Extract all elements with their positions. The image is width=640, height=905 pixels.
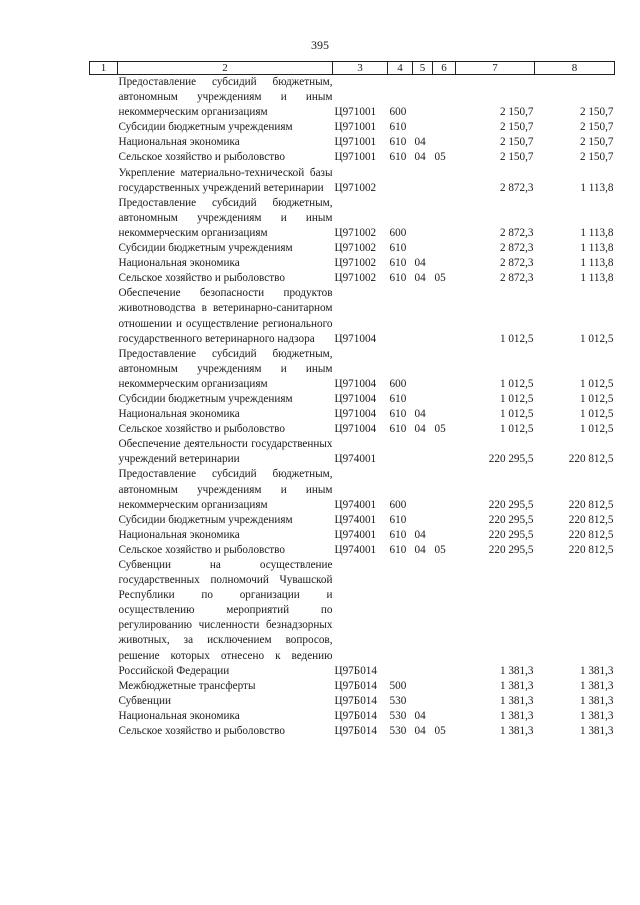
row-amount-2-cell: 1 381,3 [579, 664, 614, 677]
table-row [90, 286, 615, 346]
row-pr-cell: 05 [434, 151, 446, 164]
row-amount-1-cell: 1 381,3 [499, 725, 534, 738]
row-pr-cell [433, 120, 456, 135]
row-amount-1-cell: 1 381,3 [499, 694, 534, 707]
table-row [90, 150, 615, 165]
row-empty-cell [90, 166, 118, 196]
row-name-cell: Предоставление субсидий бюджетным, автономным учреждениям и иным некоммерческим организациям [118, 347, 333, 390]
row-amount-2-cell: 220 812,5 [568, 528, 614, 541]
row-rz-cell [413, 241, 433, 256]
row-code-cell: Ц971002 [334, 242, 377, 255]
table-row [90, 407, 615, 422]
row-name-cell: Национальная экономика [118, 528, 240, 541]
row-empty-cell [90, 724, 118, 739]
row-empty-cell [90, 271, 118, 286]
table-row [90, 271, 615, 286]
row-code-cell: Ц971001 [334, 136, 377, 149]
row-amount-2-cell: 1 113,8 [580, 226, 614, 239]
row-pr-cell [433, 75, 456, 121]
row-code-cell: Ц97Б014 [334, 664, 377, 677]
row-amount-1-cell: 2 150,7 [499, 106, 534, 119]
table-row [90, 467, 615, 512]
row-amount-2-cell: 1 113,8 [580, 272, 614, 285]
table-row [90, 120, 615, 135]
row-code-cell: Ц97Б014 [334, 694, 377, 707]
row-amount-2-cell: 1 113,8 [580, 242, 614, 255]
row-amount-2-cell: 220 812,5 [568, 543, 614, 556]
row-rz-cell [413, 392, 433, 407]
row-pr-cell [433, 135, 456, 150]
row-vr-cell [388, 558, 413, 679]
row-vr-cell: 610 [389, 392, 407, 405]
table-row [90, 135, 615, 150]
row-pr-cell [433, 694, 456, 709]
row-code-cell: Ц971001 [334, 151, 377, 164]
row-amount-2-cell: 1 012,5 [579, 408, 614, 421]
row-vr-cell: 530 [389, 694, 407, 707]
row-amount-1-cell: 2 150,7 [499, 121, 534, 134]
header-cell-6: 6 [433, 62, 456, 75]
row-amount-2-cell: 220 812,5 [568, 453, 614, 466]
row-rz-cell: 04 [414, 528, 426, 541]
row-code-cell: Ц971002 [334, 257, 377, 270]
row-pr-cell [433, 558, 456, 679]
table-row [90, 543, 615, 558]
row-name-cell: Субсидии бюджетным учреждениям [118, 121, 293, 134]
row-vr-cell: 610 [389, 513, 407, 526]
row-amount-2-cell: 2 150,7 [579, 121, 614, 134]
row-vr-cell [388, 166, 413, 196]
row-pr-cell [433, 166, 456, 196]
row-amount-1-cell: 1 012,5 [499, 332, 534, 345]
row-name-cell: Национальная экономика [118, 709, 240, 722]
row-vr-cell: 610 [389, 423, 407, 436]
row-name-cell: Субсидии бюджетным учреждениям [118, 242, 293, 255]
row-code-cell: Ц974001 [334, 513, 377, 526]
row-amount-2-cell: 1 012,5 [579, 392, 614, 405]
row-vr-cell: 610 [389, 543, 407, 556]
row-name-cell: Укрепление материально-технической базы государственных учреждений ветеринарии [118, 166, 333, 194]
row-empty-cell [90, 150, 118, 165]
row-empty-cell [90, 679, 118, 694]
row-name-cell: Предоставление субсидий бюджетным, автономным учреждениям и иным некоммерческим организациям [118, 76, 333, 119]
row-rz-cell [413, 558, 433, 679]
row-rz-cell [413, 467, 433, 512]
row-amount-2-cell: 1 381,3 [579, 725, 614, 738]
row-empty-cell [90, 467, 118, 512]
row-code-cell: Ц974001 [334, 543, 377, 556]
row-amount-1-cell: 1 381,3 [499, 709, 534, 722]
row-vr-cell: 600 [389, 498, 407, 511]
row-code-cell: Ц971004 [334, 392, 377, 405]
row-empty-cell [90, 543, 118, 558]
row-rz-cell [413, 347, 433, 392]
row-vr-cell: 530 [389, 725, 407, 738]
row-pr-cell [433, 467, 456, 512]
row-pr-cell [433, 679, 456, 694]
row-amount-1-cell: 2 872,3 [499, 181, 534, 194]
row-code-cell: Ц971002 [334, 181, 377, 194]
row-amount-1-cell: 1 012,5 [499, 408, 534, 421]
header-cell-4: 4 [388, 62, 413, 75]
table-row [90, 166, 615, 196]
table-row [90, 724, 615, 739]
row-empty-cell [90, 135, 118, 150]
row-vr-cell: 500 [389, 679, 407, 692]
table-row [90, 422, 615, 437]
row-code-cell: Ц971001 [334, 106, 377, 119]
row-code-cell: Ц97Б014 [334, 679, 377, 692]
row-vr-cell [388, 437, 413, 467]
row-code-cell: Ц971004 [334, 408, 377, 421]
row-pr-cell: 05 [434, 272, 446, 285]
row-vr-cell: 600 [389, 106, 407, 119]
row-pr-cell [433, 407, 456, 422]
table-row [90, 241, 615, 256]
row-name-cell: Национальная экономика [118, 257, 240, 270]
row-vr-cell: 530 [389, 709, 407, 722]
row-name-cell: Сельское хозяйство и рыболовство [118, 272, 285, 285]
row-rz-cell [413, 679, 433, 694]
row-rz-cell [413, 437, 433, 467]
row-pr-cell [433, 286, 456, 346]
row-name-cell: Сельское хозяйство и рыболовство [118, 151, 285, 164]
row-code-cell: Ц971004 [334, 423, 377, 436]
table-row [90, 709, 615, 724]
row-name-cell: Сельское хозяйство и рыболовство [118, 725, 285, 738]
row-amount-2-cell: 1 113,8 [580, 181, 614, 194]
row-pr-cell [433, 347, 456, 392]
budget-table [89, 61, 615, 739]
row-empty-cell [90, 120, 118, 135]
row-empty-cell [90, 241, 118, 256]
row-name-cell: Сельское хозяйство и рыболовство [118, 543, 285, 556]
row-rz-cell [413, 75, 433, 121]
row-rz-cell: 04 [414, 136, 426, 149]
row-rz-cell: 04 [414, 725, 426, 738]
row-name-cell: Национальная экономика [118, 136, 240, 149]
row-empty-cell [90, 709, 118, 724]
column-number-row [90, 62, 615, 75]
row-vr-cell: 610 [389, 151, 407, 164]
row-pr-cell [433, 241, 456, 256]
row-rz-cell [413, 196, 433, 241]
row-empty-cell [90, 513, 118, 528]
row-amount-2-cell: 1 381,3 [579, 694, 614, 707]
table-row [90, 528, 615, 543]
row-code-cell: Ц971001 [334, 121, 377, 134]
row-vr-cell: 610 [389, 408, 407, 421]
row-amount-1-cell: 1 381,3 [499, 679, 534, 692]
row-amount-1-cell: 220 295,5 [488, 453, 534, 466]
row-rz-cell: 04 [414, 151, 426, 164]
row-rz-cell: 04 [414, 709, 426, 722]
row-amount-1-cell: 1 012,5 [499, 377, 534, 390]
row-amount-1-cell: 220 295,5 [488, 528, 534, 541]
row-amount-1-cell: 2 150,7 [499, 136, 534, 149]
row-rz-cell [413, 286, 433, 346]
header-cell-5: 5 [413, 62, 433, 75]
row-empty-cell [90, 694, 118, 709]
table-row [90, 694, 615, 709]
row-rz-cell [413, 120, 433, 135]
row-amount-1-cell: 2 872,3 [499, 242, 534, 255]
row-name-cell: Предоставление субсидий бюджетным, автономным учреждениям и иным некоммерческим организациям [118, 196, 333, 239]
row-empty-cell [90, 347, 118, 392]
header-cell-2: 2 [118, 62, 333, 75]
row-amount-2-cell: 220 812,5 [568, 513, 614, 526]
table-row [90, 513, 615, 528]
row-code-cell: Ц974001 [334, 498, 377, 511]
table-body [90, 75, 615, 740]
table-row [90, 347, 615, 392]
row-vr-cell: 610 [389, 257, 407, 270]
row-empty-cell [90, 392, 118, 407]
row-amount-1-cell: 1 012,5 [499, 392, 534, 405]
row-empty-cell [90, 286, 118, 346]
row-name-cell: Сельское хозяйство и рыболовство [118, 423, 285, 436]
row-amount-2-cell: 2 150,7 [579, 106, 614, 119]
row-name-cell: Субсидии бюджетным учреждениям [118, 392, 293, 405]
row-amount-2-cell: 1 381,3 [579, 709, 614, 722]
table-row [90, 437, 615, 467]
row-code-cell: Ц971002 [334, 272, 377, 285]
row-empty-cell [90, 256, 118, 271]
table-row [90, 679, 615, 694]
row-name-cell: Субвенции [118, 694, 171, 707]
row-vr-cell: 610 [389, 121, 407, 134]
row-amount-2-cell: 2 150,7 [579, 136, 614, 149]
row-name-cell: Национальная экономика [118, 408, 240, 421]
row-vr-cell: 610 [389, 528, 407, 541]
row-amount-2-cell: 220 812,5 [568, 498, 614, 511]
row-amount-1-cell: 2 872,3 [499, 257, 534, 270]
row-amount-1-cell: 220 295,5 [488, 498, 534, 511]
row-empty-cell [90, 437, 118, 467]
table-row [90, 256, 615, 271]
row-pr-cell [433, 256, 456, 271]
row-amount-1-cell: 2 872,3 [499, 226, 534, 239]
row-name-cell: Обеспечение безопасности продуктов животноводства в ветеринарно-санитарном отношении и осуществление регионального государственного ветеринарного надзора [118, 287, 333, 345]
row-amount-2-cell: 1 012,5 [579, 377, 614, 390]
row-rz-cell [413, 513, 433, 528]
row-pr-cell [433, 392, 456, 407]
row-vr-cell: 610 [389, 242, 407, 255]
row-empty-cell [90, 75, 118, 121]
header-cell-8: 8 [535, 62, 615, 75]
row-code-cell: Ц971002 [334, 226, 377, 239]
row-code-cell: Ц97Б014 [334, 709, 377, 722]
row-rz-cell: 04 [414, 272, 426, 285]
row-vr-cell: 610 [389, 272, 407, 285]
row-code-cell: Ц971004 [334, 332, 377, 345]
row-name-cell: Субвенции на осуществление государственных полномочий Чувашской Республики по организации и осуществлению мероприятий по регулированию численности безнадзорных животных, за исключением вопросов, решение которых отнесено к ведению Российской Федерации [118, 559, 333, 677]
table-row [90, 75, 615, 121]
table-row [90, 558, 615, 679]
row-empty-cell [90, 196, 118, 241]
row-amount-1-cell: 220 295,5 [488, 513, 534, 526]
row-amount-2-cell: 1 012,5 [579, 332, 614, 345]
row-pr-cell: 05 [434, 543, 446, 556]
table-row [90, 392, 615, 407]
row-pr-cell [433, 513, 456, 528]
header-cell-3: 3 [333, 62, 388, 75]
row-amount-1-cell: 2 150,7 [499, 151, 534, 164]
row-empty-cell [90, 422, 118, 437]
row-amount-2-cell: 1 012,5 [579, 423, 614, 436]
row-pr-cell: 05 [434, 725, 446, 738]
row-rz-cell: 04 [414, 543, 426, 556]
row-name-cell: Межбюджетные трансферты [118, 679, 256, 692]
row-amount-2-cell: 1 381,3 [579, 679, 614, 692]
row-amount-1-cell: 220 295,5 [488, 543, 534, 556]
row-name-cell: Предоставление субсидий бюджетным, автономным учреждениям и иным некоммерческим организациям [118, 468, 333, 511]
row-rz-cell [413, 166, 433, 196]
row-pr-cell [433, 196, 456, 241]
row-code-cell: Ц97Б014 [334, 725, 377, 738]
row-vr-cell: 600 [389, 377, 407, 390]
row-empty-cell [90, 528, 118, 543]
row-rz-cell [413, 694, 433, 709]
row-pr-cell [433, 528, 456, 543]
row-vr-cell [388, 286, 413, 346]
row-amount-1-cell: 1 012,5 [499, 423, 534, 436]
header-cell-1: 1 [90, 62, 118, 75]
row-empty-cell [90, 558, 118, 679]
row-pr-cell [433, 437, 456, 467]
page-number: 395 [311, 38, 329, 52]
row-pr-cell: 05 [434, 423, 446, 436]
row-code-cell: Ц971004 [334, 377, 377, 390]
row-code-cell: Ц974001 [334, 528, 377, 541]
row-name-cell: Обеспечение деятельности государственных учреждений ветеринарии [118, 438, 333, 466]
row-rz-cell: 04 [414, 257, 426, 270]
header-cell-7: 7 [456, 62, 535, 75]
row-vr-cell: 600 [389, 226, 407, 239]
table-row [90, 196, 615, 241]
row-amount-2-cell: 2 150,7 [579, 151, 614, 164]
row-empty-cell [90, 407, 118, 422]
row-rz-cell: 04 [414, 408, 426, 421]
row-name-cell: Субсидии бюджетным учреждениям [118, 513, 293, 526]
row-amount-1-cell: 1 381,3 [499, 664, 534, 677]
row-vr-cell: 610 [389, 136, 407, 149]
row-amount-1-cell: 2 872,3 [499, 272, 534, 285]
row-code-cell: Ц974001 [334, 453, 377, 466]
row-rz-cell: 04 [414, 423, 426, 436]
row-pr-cell [433, 709, 456, 724]
row-amount-2-cell: 1 113,8 [580, 257, 614, 270]
